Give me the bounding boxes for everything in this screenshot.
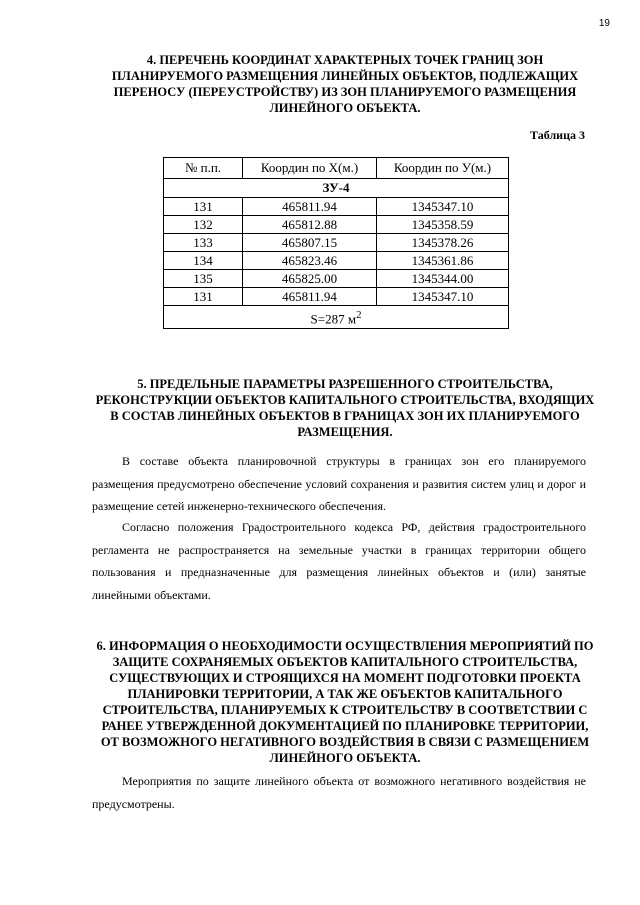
section-6-paragraph-1-text: Мероприятия по защите линейного объекта от возможного негативного воздействия не предусмотрены. [92, 774, 586, 811]
section-6-title: 6. ИНФОРМАЦИЯ О НЕОБХОДИМОСТИ ОСУЩЕСТВЛЕНИЯ МЕРОПРИЯТИЙ ПО ЗАЩИТЕ СОХРАНЯЕМЫХ ОБЪЕКТОВ КАПИТАЛЬНОГО СТРОИТЕЛЬСТВА, СУЩЕСТВУЮЩИХ И СТРОЯЩИХСЯ НА МОМЕНТ ПОДГОТОВКИ ПРОЕКТА ПЛАНИРОВКИ ТЕРРИТОРИИ, А ТАК ЖЕ ОБЪЕКТОВ КАПИТАЛЬНОГО СТРОИТЕЛЬСТВА, ПЛАНИРУЕМЫХ К СТРОИТЕЛЬСТВУ В СООТВЕТСТВИИ С РАНЕЕ УТВЕРЖДЕННОЙ ДОКУМЕНТАЦИЕЙ ПО ПЛАНИРОВКЕ ТЕРРИТОРИИ, ОТ ВОЗМОЖНОГО НЕГАТИВНОГО ВОЗДЕЙСТВИЯ В СВЯЗИ С РАЗМЕЩЕНИЕМ ЛИНЕЙНОГО ОБЪЕКТА. [96, 639, 594, 765]
coordinates-table [163, 157, 509, 329]
point-x: 465825.00 [243, 270, 377, 288]
table-row [164, 252, 509, 270]
point-number: 135 [164, 270, 243, 288]
point-x: 465811.94 [243, 288, 377, 306]
section-5-paragraph-2 [92, 516, 586, 606]
point-number: 134 [164, 252, 243, 270]
table-header-row [164, 158, 509, 179]
table-row [164, 288, 509, 306]
point-x: 465823.46 [243, 252, 377, 270]
point-number: 131 [164, 288, 243, 306]
section-5-paragraph-1-text: В составе объекта планировочной структуры в границах зон его планируемого размещения предусмотрено обеспечение условий сохранения и развития систем улиц и дорог и размещение сетей инженерно-технического обеспечения. [92, 454, 586, 513]
table-row [164, 270, 509, 288]
section-5-paragraph-1 [92, 450, 586, 518]
point-y: 1345347.10 [377, 288, 509, 306]
column-header-number: № п.п. [164, 158, 243, 179]
table-row [164, 234, 509, 252]
point-y: 1345347.10 [377, 198, 509, 216]
table-area-row [164, 306, 509, 329]
area-cell [164, 306, 509, 329]
point-x: 465807.15 [243, 234, 377, 252]
column-header-x: Координ по X(м.) [243, 158, 377, 179]
point-number: 132 [164, 216, 243, 234]
point-y: 1345378.26 [377, 234, 509, 252]
table-row [164, 198, 509, 216]
section-4-title: 4. ПЕРЕЧЕНЬ КООРДИНАТ ХАРАКТЕРНЫХ ТОЧЕК ГРАНИЦ ЗОН ПЛАНИРУЕМОГО РАЗМЕЩЕНИЯ ЛИНЕЙНЫХ ОБЪЕКТОВ, ПОДЛЕЖАЩИХ ПЕРЕНОСУ (ПЕРЕУСТРОЙСТВУ) ИЗ ЗОН ПЛАНИРУЕМОГО РАЗМЕЩЕНИЯ ЛИНЕЙНОГО ОБЪЕКТА. [111, 53, 579, 115]
column-header-y: Координ по У(м.) [377, 158, 509, 179]
section-5-paragraph-2-text: Согласно положения Градостроительного кодекса РФ, действия градостроительного регламента не распространяется на земельные участки в границах территории общего пользования и предназначенные для размещения линейных объектов и (или) занятые линейными объектами. [92, 520, 586, 602]
point-y: 1345358.59 [377, 216, 509, 234]
point-number: 133 [164, 234, 243, 252]
point-x: 465812.88 [243, 216, 377, 234]
point-y: 1345361.86 [377, 252, 509, 270]
table-caption: Таблица 3 [530, 128, 585, 142]
section-6-paragraph-1 [92, 770, 586, 815]
section-5-title: 5. ПРЕДЕЛЬНЫЕ ПАРАМЕТРЫ РАЗРЕШЕННОГО СТРОИТЕЛЬСТВА, РЕКОНСТРУКЦИИ ОБЪЕКТОВ КАПИТАЛЬНОГО СТРОИТЕЛЬСТВА, ВХОДЯЩИХ В СОСТАВ ЛИНЕЙНЫХ ОБЪЕКТОВ В ГРАНИЦАХ ЗОН ИХ ПЛАНИРУЕМОГО РАЗМЕЩЕНИЯ. [95, 377, 595, 439]
page-number: 19 [598, 18, 610, 29]
point-x: 465811.94 [243, 198, 377, 216]
area-unit-superscript: 2 [356, 308, 362, 321]
group-label: ЗУ-4 [164, 179, 509, 198]
table-group-row [164, 179, 509, 198]
point-number: 131 [164, 198, 243, 216]
table-row [164, 216, 509, 234]
point-y: 1345344.00 [377, 270, 509, 288]
area-value: S=287 м [310, 311, 357, 327]
